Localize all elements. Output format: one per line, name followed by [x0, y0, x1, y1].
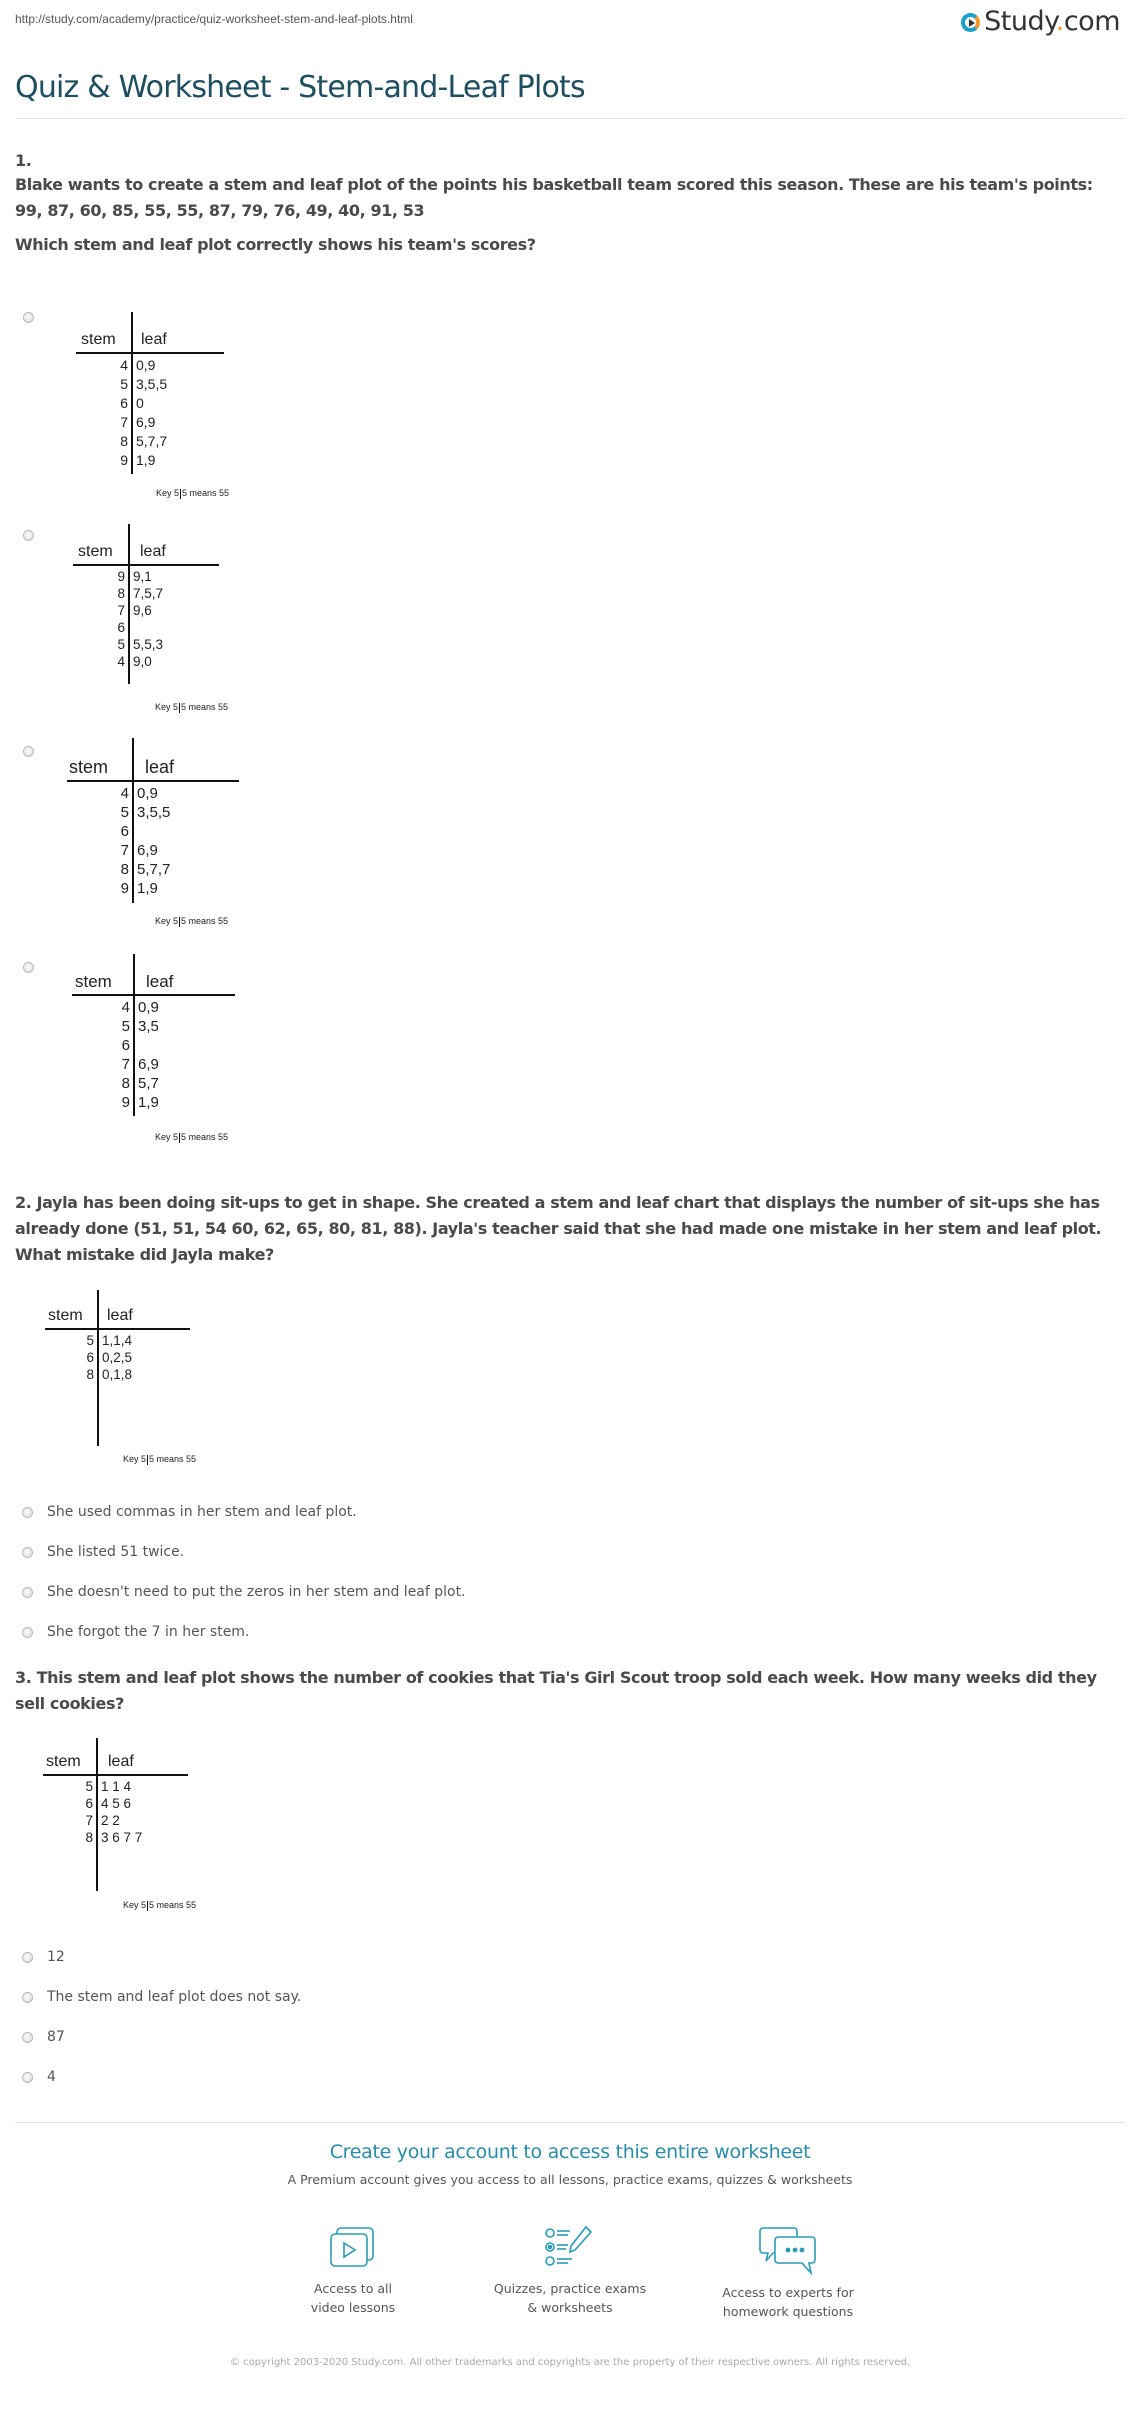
stem-value: 4	[120, 785, 129, 802]
leaf-values: 0,9	[137, 785, 158, 802]
leaf-values: 6,9	[138, 1056, 159, 1073]
radio-button[interactable]	[22, 1627, 33, 1638]
leaf-header: leaf	[146, 972, 174, 991]
leaf-values: 5,5,3	[133, 637, 164, 652]
feature-quizzes	[470, 2225, 670, 2317]
stem-value: 5	[117, 637, 125, 652]
key-divider	[180, 489, 181, 499]
plot-divider-vertical	[128, 524, 130, 684]
stem-value: 4	[121, 999, 130, 1016]
chat-bubbles-icon	[758, 2225, 818, 2275]
key-divider	[179, 917, 180, 927]
answer-option[interactable]	[22, 2068, 56, 2086]
leaf-values: 0,1,8	[102, 1367, 133, 1382]
stem-value: 8	[117, 586, 125, 601]
answer-label: She listed 51 twice.	[47, 1544, 185, 1560]
key-meaning: 5 means 55	[181, 1132, 229, 1142]
feature-line: Quizzes, practice exams	[493, 2281, 647, 2296]
radio-button[interactable]	[23, 312, 34, 323]
quiz-checklist-icon	[542, 2225, 598, 2271]
radio-button[interactable]	[22, 1952, 33, 1963]
leaf-values: 5,7	[138, 1075, 159, 1092]
answer-option[interactable]	[22, 1623, 249, 1641]
leaf-values: 2 2	[101, 1813, 120, 1828]
stem-value: 4	[117, 654, 125, 669]
leaf-values: 1,9	[137, 880, 158, 897]
plot-divider-vertical	[96, 1738, 98, 1891]
key-divider	[179, 703, 180, 713]
cta-subtitle: A Premium account gives you access to all lessons, practice exams, quizzes & worksheets	[287, 2172, 853, 2187]
answer-label: She doesn't need to put the zeros in her stem and leaf plot.	[47, 1584, 466, 1600]
logo-text: Study.com	[984, 6, 1120, 37]
stem-value: 6	[120, 823, 129, 840]
leaf-values: 7,5,7	[133, 586, 164, 601]
question-3	[15, 1665, 1125, 1717]
plot-divider-horizontal	[67, 780, 239, 782]
stem-value: 5	[120, 804, 129, 821]
stem-value: 6	[86, 1350, 94, 1365]
stem-value: 9	[121, 1094, 130, 1111]
stem-value: 9	[120, 880, 129, 897]
leaf-values: 3,5	[138, 1018, 159, 1035]
question-prompt: Which stem and leaf plot correctly shows his team's scores?	[15, 235, 536, 254]
plot-key	[123, 1454, 196, 1465]
stem-value: 4	[120, 357, 128, 373]
answer-option[interactable]	[22, 1988, 301, 2006]
leaf-values: 9,0	[133, 654, 152, 669]
question-text: 3. This stem and leaf plot shows the number of cookies that Tia's Girl Scout troop sold each week. How many weeks did they sell cookies?	[15, 1668, 1097, 1713]
radio-button[interactable]	[22, 1992, 33, 2003]
feature-video-lessons	[253, 2225, 453, 2317]
radio-button[interactable]	[22, 2032, 33, 2043]
answer-option[interactable]	[22, 1583, 466, 1601]
stem-value: 8	[85, 1830, 93, 1845]
plot-key	[156, 488, 229, 499]
answer-label: She used commas in her stem and leaf plot.	[47, 1504, 357, 1520]
radio-button[interactable]	[22, 1547, 33, 1558]
radio-button[interactable]	[22, 1507, 33, 1518]
stem-value: 5	[85, 1779, 93, 1794]
question-2	[15, 1190, 1125, 1268]
answer-option[interactable]	[22, 2028, 65, 2046]
leaf-values: 0,2,5	[102, 1350, 133, 1365]
stem-header: stem	[48, 1307, 83, 1324]
key-meaning: 5 means 55	[149, 1900, 197, 1910]
stem-value: 5	[120, 376, 128, 392]
stem-value: 7	[120, 414, 128, 430]
leaf-values: 3,5,5	[136, 376, 168, 392]
radio-button[interactable]	[23, 746, 34, 757]
study-logo[interactable]	[961, 6, 1120, 38]
stem-value: 8	[86, 1367, 94, 1382]
stem-value: 5	[86, 1333, 94, 1348]
radio-button[interactable]	[23, 962, 34, 973]
answer-label: 87	[47, 2029, 65, 2045]
plot-divider-vertical	[131, 312, 133, 474]
stem-value: 8	[120, 433, 128, 449]
leaf-header: leaf	[140, 543, 166, 560]
answer-label: She forgot the 7 in her stem.	[47, 1624, 250, 1640]
copyright: © copyright 2003-2020 Study.com. All other trademarks and copyrights are the property of their respective owners. All rights reserved.	[229, 2357, 911, 2368]
key-stem: Key 5	[155, 1132, 179, 1142]
play-logo-icon	[961, 13, 980, 32]
answer-label: The stem and leaf plot does not say.	[47, 1989, 302, 2005]
leaf-values: 1,9	[136, 452, 156, 468]
plot-divider-horizontal	[43, 1774, 188, 1776]
leaf-values: 3,5,5	[137, 804, 171, 821]
leaf-header: leaf	[145, 757, 175, 777]
radio-button[interactable]	[22, 2072, 33, 2083]
leaf-header: leaf	[141, 331, 167, 348]
leaf-values: 5,7,7	[136, 433, 168, 449]
question-text: 2. Jayla has been doing sit-ups to get in shape. She created a stem and leaf chart that displays the number of sit-ups she has already done (51, 51, 54 60, 62, 65, 80, 81, 88). Jayla's teacher said that she had made one mistake in her stem and leaf plot. What mistake did Jayla make?	[15, 1193, 1102, 1264]
plot-key	[155, 916, 228, 927]
leaf-values: 9,6	[133, 603, 152, 618]
feature-line: & worksheets	[527, 2300, 613, 2315]
plot-divider-vertical	[132, 738, 134, 903]
stem-header: stem	[78, 543, 113, 560]
page-url: http://study.com/academy/practice/quiz-worksheet-stem-and-leaf-plots.html	[15, 12, 413, 26]
leaf-values: 1,9	[138, 1094, 159, 1111]
stem-value: 9	[117, 569, 125, 584]
stem-value: 7	[121, 1056, 130, 1073]
answer-label: 12	[47, 1949, 65, 1965]
stem-value: 7	[117, 603, 125, 618]
divider	[15, 118, 1125, 119]
plot-divider-vertical	[97, 1290, 99, 1446]
question-1	[15, 150, 1125, 258]
leaf-values: 3 6 7 7	[101, 1830, 143, 1845]
answer-option[interactable]	[22, 1503, 357, 1521]
stem-value: 9	[120, 452, 128, 468]
answer-option[interactable]	[22, 1543, 184, 1561]
stem-value: 7	[120, 842, 129, 859]
leaf-values: 1,1,4	[102, 1333, 133, 1348]
answer-option[interactable]	[22, 1948, 65, 1966]
leaf-values: 1 1 4	[101, 1779, 132, 1794]
key-stem: Key 5	[156, 488, 180, 498]
plot-divider-horizontal	[45, 1328, 190, 1330]
leaf-values: 0,9	[136, 357, 156, 373]
leaf-values: 0	[136, 395, 144, 411]
stem-value: 6	[121, 1037, 130, 1054]
leaf-values: 5,7,7	[137, 861, 171, 878]
stem-value: 6	[117, 620, 125, 635]
feature-line: homework questions	[722, 2304, 854, 2319]
stem-header: stem	[69, 757, 109, 777]
stem-value: 7	[85, 1813, 93, 1828]
plot-divider-horizontal	[76, 352, 224, 354]
leaf-values: 6,9	[137, 842, 158, 859]
feature-line: video lessons	[310, 2300, 396, 2315]
plot-key	[155, 1132, 228, 1143]
question-number: 1.	[15, 151, 32, 170]
key-divider	[179, 1133, 180, 1143]
key-meaning: 5 means 55	[181, 702, 229, 712]
feature-line: Access to all	[314, 2281, 392, 2296]
key-meaning: 5 means 55	[182, 488, 230, 498]
key-meaning: 5 means 55	[181, 916, 229, 926]
plot-divider-vertical	[133, 954, 135, 1116]
stem-value: 6	[120, 395, 128, 411]
answer-label: 4	[47, 2069, 56, 2085]
key-meaning: 5 means 55	[149, 1454, 197, 1464]
key-stem: Key 5	[155, 702, 179, 712]
radio-button[interactable]	[22, 1587, 33, 1598]
stem-value: 8	[121, 1075, 130, 1092]
key-divider	[147, 1455, 148, 1465]
leaf-values: 4 5 6	[101, 1796, 132, 1811]
page-title: Quiz & Worksheet - Stem-and-Leaf Plots	[15, 70, 585, 105]
stem-header: stem	[81, 331, 116, 348]
plot-key	[123, 1900, 196, 1911]
feature-line: Access to experts for	[722, 2285, 854, 2300]
cta-title[interactable]: Create your account to access this entire worksheet	[329, 2141, 811, 2163]
key-divider	[147, 1901, 148, 1911]
leaf-values: 9,1	[133, 569, 152, 584]
leaf-header: leaf	[108, 1753, 134, 1770]
key-stem: Key 5	[123, 1454, 147, 1464]
divider	[15, 2122, 1125, 2123]
stem-value: 5	[121, 1018, 130, 1035]
leaf-values: 0,9	[138, 999, 159, 1016]
leaf-header: leaf	[107, 1307, 133, 1324]
question-text: Blake wants to create a stem and leaf plot of the points his basketball team scored this season. These are his team's points: 99, 87, 60, 85, 55, 55, 87, 79, 76, 49, 40, 91, 53	[15, 175, 1093, 220]
feature-experts	[688, 2225, 888, 2321]
plot-divider-horizontal	[72, 994, 235, 996]
stem-header: stem	[46, 1753, 81, 1770]
plot-key	[155, 702, 228, 713]
stem-value: 6	[85, 1796, 93, 1811]
radio-button[interactable]	[23, 530, 34, 541]
key-stem: Key 5	[155, 916, 179, 926]
video-lessons-icon	[325, 2225, 381, 2271]
leaf-values: 6,9	[136, 414, 156, 430]
plot-divider-horizontal	[73, 564, 219, 566]
stem-value: 8	[120, 861, 129, 878]
stem-header: stem	[75, 972, 112, 991]
key-stem: Key 5	[123, 1900, 147, 1910]
